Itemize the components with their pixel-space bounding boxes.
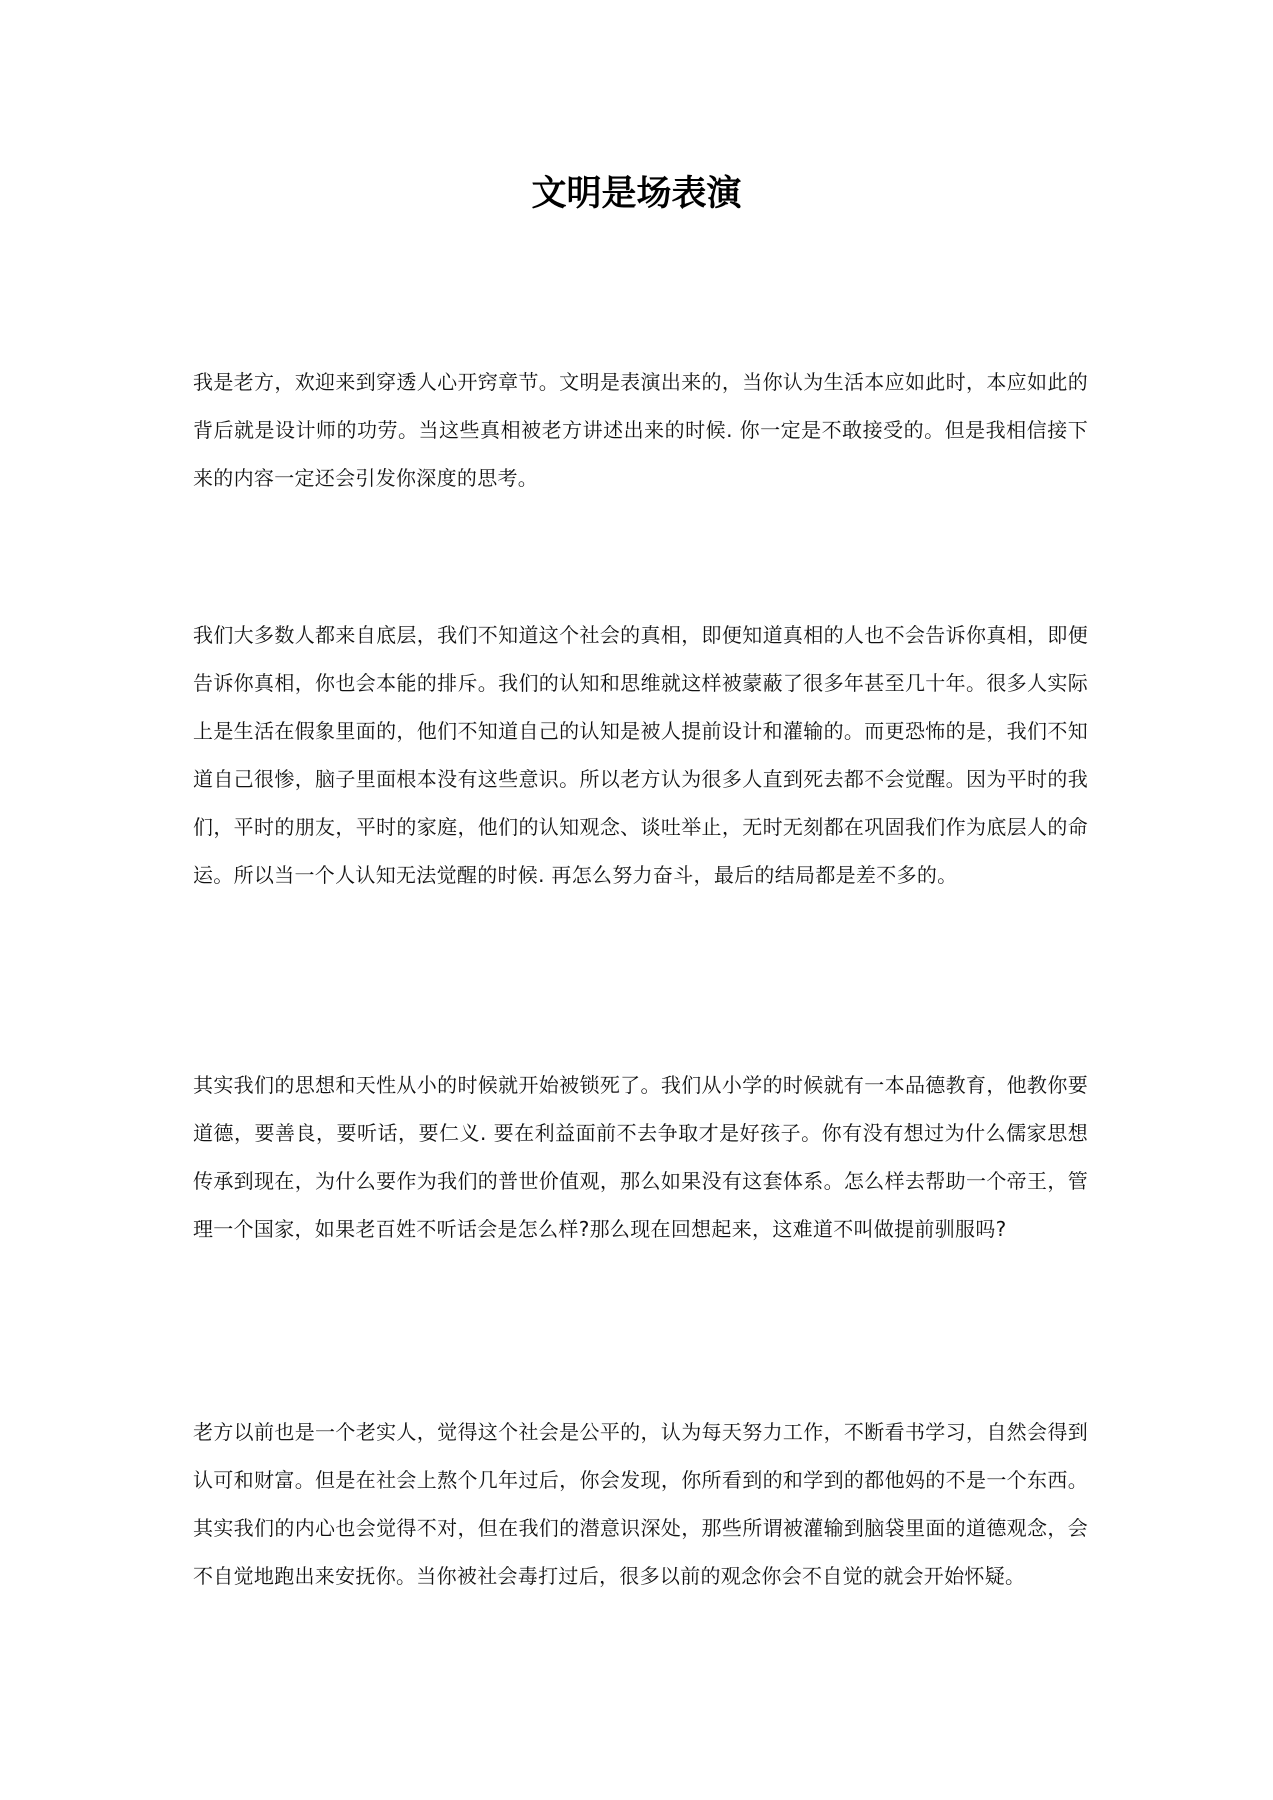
paragraph-education: 其实我们的思想和天性从小的时候就开始被锁死了。我们从小学的时候就有一本品德教育，他教你要道德，要善良，要听话，要仁义. 要在利益面前不去争取才是好孩子。你有没有想过为什么儒家思想传承到现在，为什么要作为我们的普世价值观，那么如果没有这套体系。怎么样去帮助一个帝王，管理一个国家，如果老百姓不听话会是怎么样?那么现在回想起来，这难道不叫做提前驯服吗?	[193, 1073, 1088, 1241]
document-title: 文明是场表演	[531, 174, 742, 214]
paragraph-cognition: 我们大多数人都来自底层，我们不知道这个社会的真相，即便知道真相的人也不会告诉你真相，即便告诉你真相，你也会本能的排斥。我们的认知和思维就这样被蒙蔽了很多年甚至几十年。很多人实际上是生活在假象里面的，他们不知道自己的认知是被人提前设计和灌输的。而更恐怖的是，我们不知道自己很惨，脑子里面根本没有这些意识。所以老方认为很多人直到死去都不会觉醒。因为平时的我们，平时的朋友，平时的家庭，他们的认知观念、谈吐举止，无时无刻都在巩固我们作为底层人的命运。所以当一个人认知无法觉醒的时候. 再怎么努力奋斗，最后的结局都是差不多的。	[193, 623, 1088, 887]
paragraph-experience: 老方以前也是一个老实人，觉得这个社会是公平的，认为每天努力工作，不断看书学习，自然会得到认可和财富。但是在社会上熬个几年过后，你会发现，你所看到的和学到的都他妈的不是一个东西。其实我们的内心也会觉得不对，但在我们的潜意识深处，那些所谓被灌输到脑袋里面的道德观念，会不自觉地跑出来安抚你。当你被社会毒打过后，很多以前的观念你会不自觉的就会开始怀疑。	[193, 1420, 1088, 1588]
paragraph-intro: 我是老方，欢迎来到穿透人心开窍章节。文明是表演出来的，当你认为生活本应如此时，本应如此的背后就是设计师的功劳。当这些真相被老方讲述出来的时候. 你一定是不敢接受的。但是我相信接下来的内容一定还会引发你深度的思考。	[193, 370, 1088, 490]
